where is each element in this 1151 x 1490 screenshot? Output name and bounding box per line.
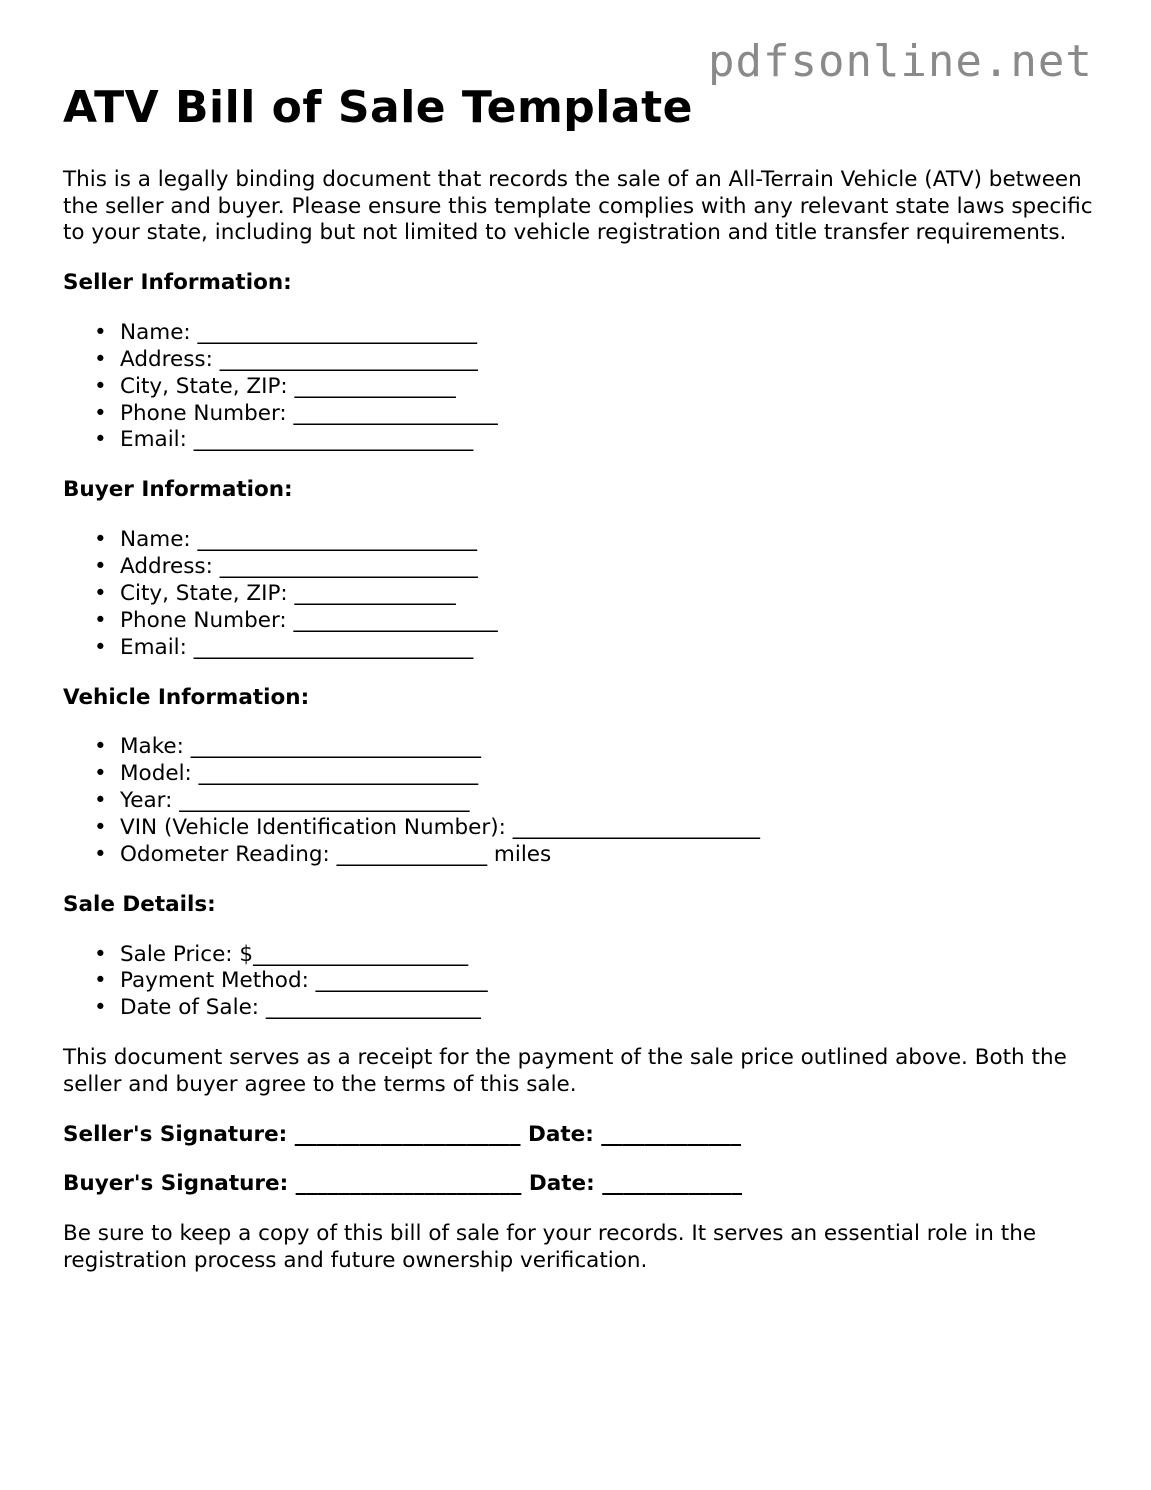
seller-info-list bbox=[63, 320, 1093, 455]
bullet-icon: • bbox=[94, 815, 107, 840]
document-page bbox=[63, 76, 1093, 1274]
bullet-icon: • bbox=[94, 841, 107, 867]
sale-details-heading: Sale Details: bbox=[63, 891, 216, 917]
seller-signature-line: Seller's Signature: _____________________ Date: _____________ bbox=[63, 1121, 742, 1147]
list-item bbox=[63, 527, 1093, 554]
bullet-icon: • bbox=[94, 427, 107, 453]
bullet-icon: • bbox=[94, 734, 107, 760]
list-item bbox=[63, 347, 1093, 374]
list-item bbox=[63, 842, 1093, 869]
watermark: pdfsonline.net bbox=[708, 36, 1093, 87]
vehicle-info-heading: Vehicle Information: bbox=[63, 684, 310, 710]
buyer-address-field: Address: ________________________ bbox=[120, 553, 478, 579]
vehicle-make-field: Make: ___________________________ bbox=[120, 734, 481, 760]
bullet-icon: • bbox=[94, 373, 107, 399]
vehicle-info-list bbox=[63, 734, 1093, 869]
sale-price-field: Sale Price: $____________________ bbox=[120, 941, 469, 967]
list-item bbox=[63, 734, 1093, 761]
list-item bbox=[63, 427, 1093, 454]
list-item bbox=[63, 942, 1093, 969]
buyer-info-list bbox=[63, 527, 1093, 662]
buyer-city-field: City, State, ZIP: _______________ bbox=[120, 580, 456, 606]
list-item bbox=[63, 788, 1093, 815]
payment-method-field: Payment Method: ________________ bbox=[120, 968, 488, 994]
list-item bbox=[63, 815, 1093, 842]
buyer-phone-field: Phone Number: ___________________ bbox=[120, 607, 498, 633]
vehicle-vin-field: VIN (Vehicle Identification Number): _______________________ bbox=[120, 815, 760, 840]
bullet-icon: • bbox=[94, 580, 107, 606]
list-item bbox=[63, 581, 1093, 608]
sale-details-list bbox=[63, 942, 1093, 1023]
bullet-icon: • bbox=[94, 761, 107, 787]
bullet-icon: • bbox=[94, 527, 107, 553]
buyer-info-heading: Buyer Information: bbox=[63, 477, 293, 503]
bullet-icon: • bbox=[94, 607, 107, 633]
seller-address-field: Address: ________________________ bbox=[120, 346, 478, 372]
bullet-icon: • bbox=[94, 968, 107, 994]
final-note-paragraph: Be sure to keep a copy of this bill of sale for your records. It serves an essential role in the registration process and future ownership verification. bbox=[63, 1221, 1037, 1273]
list-item bbox=[63, 608, 1093, 635]
intro-paragraph: This is a legally binding document that records the sale of an All-Terrain Vehicle (ATV) between the seller and buyer. Please ensure this template complies with any relevant state laws specific to your state, including but not limited to vehicle registration and title transfer requirements. bbox=[63, 167, 1093, 246]
bullet-icon: • bbox=[94, 788, 107, 814]
buyer-email-field: Email: __________________________ bbox=[120, 634, 474, 660]
vehicle-model-field: Model: __________________________ bbox=[120, 761, 479, 787]
vehicle-odometer-field: Odometer Reading: ______________ miles bbox=[120, 841, 552, 867]
sale-date-field: Date of Sale: ____________________ bbox=[120, 995, 481, 1021]
list-item bbox=[63, 401, 1093, 428]
seller-email-field: Email: __________________________ bbox=[120, 427, 474, 453]
list-item bbox=[63, 968, 1093, 995]
buyer-signature-line: Buyer's Signature: _____________________ Date: _____________ bbox=[63, 1171, 742, 1197]
bullet-icon: • bbox=[94, 553, 107, 579]
seller-city-field: City, State, ZIP: _______________ bbox=[120, 373, 456, 399]
seller-name-field: Name: __________________________ bbox=[120, 319, 478, 345]
list-item bbox=[63, 761, 1093, 788]
bullet-icon: • bbox=[94, 346, 107, 372]
bullet-icon: • bbox=[94, 995, 107, 1021]
closing-paragraph: This document serves as a receipt for the payment of the sale price outlined above. Both the seller and buyer agree to the terms of this sale. bbox=[63, 1045, 1067, 1097]
buyer-name-field: Name: __________________________ bbox=[120, 527, 478, 553]
list-item bbox=[63, 635, 1093, 662]
seller-phone-field: Phone Number: ___________________ bbox=[120, 400, 498, 426]
list-item bbox=[63, 995, 1093, 1022]
seller-info-heading: Seller Information: bbox=[63, 270, 292, 296]
vehicle-year-field: Year: ___________________________ bbox=[120, 788, 470, 814]
list-item bbox=[63, 320, 1093, 347]
bullet-icon: • bbox=[94, 941, 107, 967]
page-title: ATV Bill of Sale Template bbox=[63, 82, 693, 133]
bullet-icon: • bbox=[94, 634, 107, 660]
bullet-icon: • bbox=[94, 400, 107, 426]
bullet-icon: • bbox=[94, 319, 107, 345]
list-item bbox=[63, 554, 1093, 581]
list-item bbox=[63, 374, 1093, 401]
